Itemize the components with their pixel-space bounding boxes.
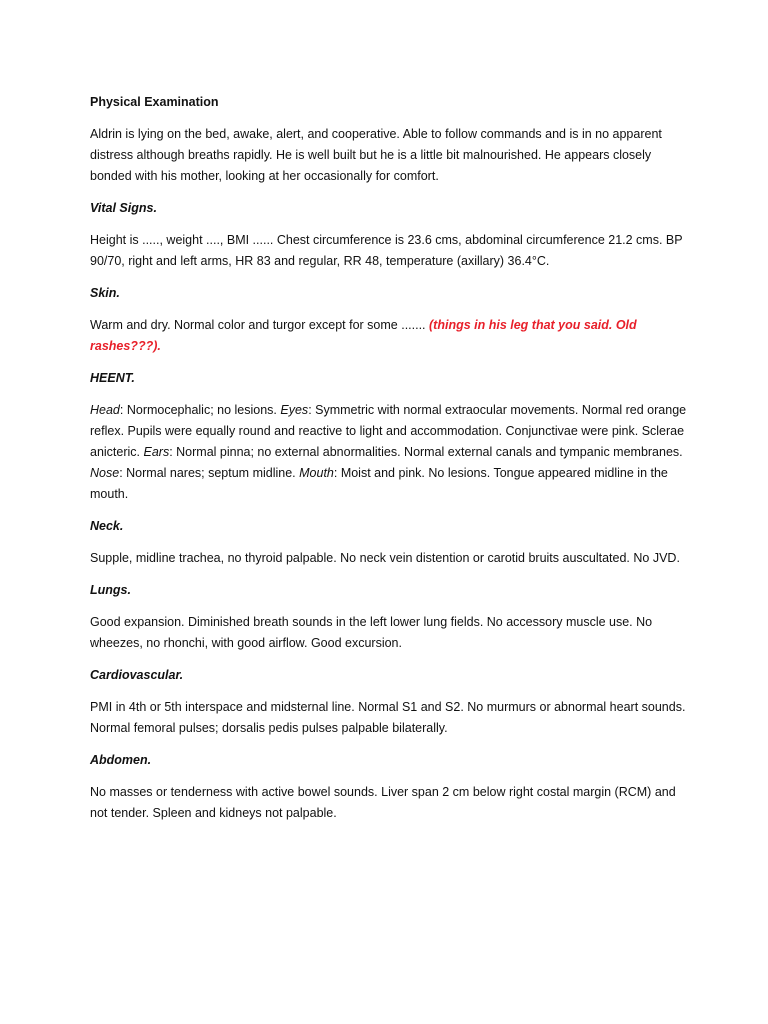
eyes-text: : Symmetric with normal extraocular movements. Normal red orange reflex. Pupils were equally round and reactive to light and accommodation. Conjunctivae were pink. Sclerae anicteric. — [90, 403, 687, 459]
skin-note: (things in his leg that you said. Old rashes???). — [90, 318, 637, 353]
cardiovascular-text: PMI in 4th or 5th interspace and midsternal line. Normal S1 and S2. No murmurs or abnormal heart sounds. Normal femoral pulses; dorsalis pedis pulses palpable bilaterally. — [90, 700, 686, 735]
eyes-label: Eyes — [280, 403, 309, 417]
heent-paragraph — [90, 400, 690, 505]
head-label: Head — [90, 403, 120, 417]
neck-heading: Neck. — [90, 519, 124, 533]
ears-text: : Normal pinna; no external abnormalities. Normal external canals and tympanic membranes. — [169, 445, 683, 459]
ears-label: Ears — [143, 445, 170, 459]
skin-text: Warm and dry. Normal color and turgor except for some ....... — [90, 318, 430, 332]
mouth-label: Mouth — [299, 466, 334, 480]
lungs-heading: Lungs. — [90, 583, 131, 597]
nose-label: Nose — [90, 466, 120, 480]
nose-text: : Normal nares; septum midline. — [119, 466, 300, 480]
vital-signs-text: Height is ....., weight ...., BMI ...... Chest circumference is 23.6 cms, abdominal circumference 21.2 cms. BP 90/70, right and left arms, HR 83 and regular, RR 48, temperature (axillary) 36.4°C. — [90, 233, 683, 268]
heent-heading: HEENT. — [90, 371, 135, 385]
mouth-text: : Moist and pink. No lesions. Tongue appeared midline in the mouth. — [90, 466, 668, 501]
abdomen-text: No masses or tenderness with active bowel sounds. Liver span 2 cm below right costal margin (RCM) and not tender. Spleen and kidneys not palpable. — [90, 785, 676, 820]
abdomen-heading: Abdomen. — [90, 753, 152, 767]
intro-paragraph: Aldrin is lying on the bed, awake, alert, and cooperative. Able to follow commands and is in no apparent distress although breaths rapidly. He is well built but he is a little bit malnourished. He appears closely bonded with his mother, looking at her occasionally for comfort. — [90, 127, 662, 183]
neck-text: Supple, midline trachea, no thyroid palpable. No neck vein distention or carotid bruits auscultated. No JVD. — [90, 551, 680, 565]
document-page — [90, 92, 690, 835]
vital-signs-heading: Vital Signs. — [90, 201, 157, 215]
skin-paragraph — [90, 315, 690, 357]
head-text: : Normocephalic; no lesions. — [119, 403, 281, 417]
skin-heading: Skin. — [90, 286, 120, 300]
page-title: Physical Examination — [90, 95, 219, 109]
cardiovascular-heading: Cardiovascular. — [90, 668, 184, 682]
lungs-text: Good expansion. Diminished breath sounds in the left lower lung fields. No accessory muscle use. No wheezes, no rhonchi, with good airflow. Good excursion. — [90, 615, 653, 650]
